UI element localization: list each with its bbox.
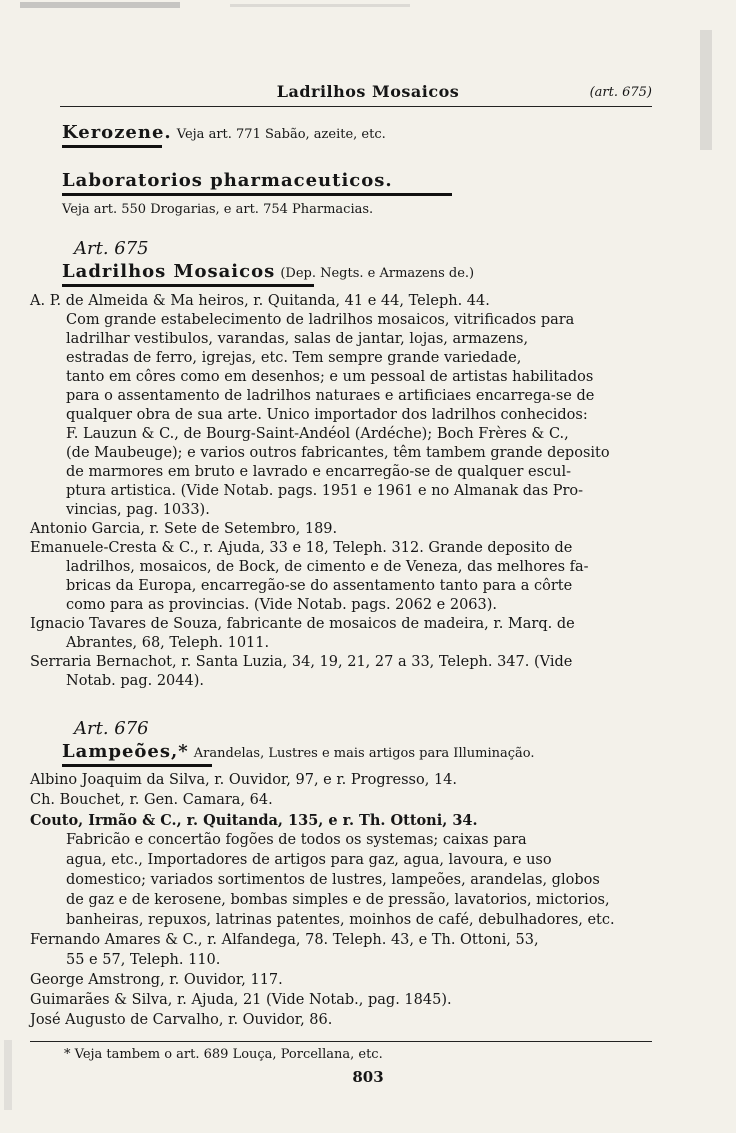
scan-noise-top: [20, 2, 180, 8]
entry-line: bricas da Europa, encarregão-se do assentamento tanto para a côrte: [66, 578, 573, 594]
header-rule: [60, 106, 652, 107]
entry-line: F. Lauzun & C., de Bourg-Saint-Andéol (Ardéche); Boch Frères & C.,: [66, 426, 569, 442]
entry-line: de gaz e de kerosene, bombas simples e de pressão, lavatorios, mictorios,: [66, 892, 610, 908]
entry-line: ladrilhos, mosaicos, de Bock, de cimento e de Veneza, das melhores fa-: [66, 559, 589, 575]
entry-line: agua, etc., Importadores de artigos para gaz, agua, lavoura, e uso: [66, 852, 552, 868]
entry-line: Abrantes, 68, Teleph. 1011.: [66, 635, 270, 651]
entry-line: José Augusto de Carvalho, r. Ouvidor, 86.: [30, 1012, 333, 1028]
scan-noise-top-2: [230, 4, 410, 7]
art-676-subheading: Arandelas, Lustres e mais artigos para Illuminação.: [193, 746, 535, 761]
entry-line: Emanuele-Cresta & C., r. Ajuda, 33 e 18, Teleph. 312. Grande deposito de: [30, 540, 573, 556]
laboratorios-heading: Laboratorios pharmaceuticos.: [62, 170, 393, 191]
entry-line: ladrilhar vestibulos, varandas, salas de jantar, lojas, armazens,: [66, 331, 529, 347]
scan-noise-left: [4, 1040, 12, 1110]
entry-line: Ignacio Tavares de Souza, fabricante de mosaicos de madeira, r. Marq. de: [30, 616, 575, 632]
art-675-heading: Ladrilhos Mosaicos: [62, 261, 276, 282]
page-number: 803: [352, 1068, 384, 1086]
art-676-heading: Lampeões,*: [62, 741, 189, 762]
entry-line: Ch. Bouchet, r. Gen. Camara, 64.: [30, 792, 273, 808]
laboratorios-rule: [62, 193, 452, 196]
entry-line: tanto em côres como em desenhos; e um pessoal de artistas habilitados: [66, 369, 594, 385]
running-header-title: Ladrilhos Mosaicos: [276, 82, 460, 101]
art-675-subheading: (Dep. Negts. e Armazens de.): [280, 266, 475, 281]
entry-line: ptura artistica. (Vide Notab. pags. 1951 e 1961 e no Almanak das Pro-: [66, 483, 584, 499]
running-header-art-ref: (art. 675): [589, 85, 652, 100]
entry-line: domestico; variados sortimentos de lustres, lampeões, arandelas, globos: [66, 872, 600, 888]
kerozene-text: Veja art. 771 Sabão, azeite, etc.: [176, 127, 386, 142]
footnote: * Veja tambem o art. 689 Louça, Porcellana, etc.: [64, 1047, 383, 1062]
entry-line: Fernando Amares & C., r. Alfandega, 78. Teleph. 43, e Th. Ottoni, 53,: [30, 932, 539, 948]
art-675-label: Art. 675: [74, 238, 149, 259]
laboratorios-text: Veja art. 550 Drogarias, e art. 754 Pharmacias.: [62, 202, 374, 217]
entry-line: vincias, pag. 1033).: [66, 502, 210, 518]
art-676-title: [62, 741, 535, 762]
entry-line: banheiras, repuxos, latrinas patentes, moinhos de café, debulhadores, etc.: [66, 912, 615, 928]
entry-line: Com grande estabelecimento de ladrilhos mosaicos, vitrificados para: [66, 312, 575, 328]
entry-line: Notab. pag. 2044).: [66, 673, 204, 689]
kerozene-heading: Kerozene.: [62, 122, 172, 143]
entry-line: Antonio Garcia, r. Sete de Setembro, 189.: [30, 521, 338, 537]
entry-line: Guimarães & Silva, r. Ajuda, 21 (Vide Notab., pag. 1845).: [30, 992, 452, 1008]
entry-line: para o assentamento de ladrilhos naturaes e artificiaes encarrega-se de: [66, 388, 595, 404]
art-675-rule: [62, 284, 314, 287]
art-675-title: [62, 261, 474, 282]
kerozene-entry: [62, 122, 386, 143]
entry-line: A. P. de Almeida & Ma heiros, r. Quitanda, 41 e 44, Teleph. 44.: [30, 293, 490, 309]
art-676-label: Art. 676: [74, 718, 149, 739]
entry-line: Fabricão e concertão fogões de todos os systemas; caixas para: [66, 832, 527, 848]
entry-line: como para as provincias. (Vide Notab. pags. 2062 e 2063).: [66, 597, 498, 613]
entry-line: (de Maubeuge); e varios outros fabricantes, têm tambem grande deposito: [66, 445, 610, 461]
art-676-rule: [62, 764, 212, 767]
kerozene-rule: [62, 145, 162, 148]
entry-line: 55 e 57, Teleph. 110.: [66, 952, 221, 968]
scan-noise-right: [700, 30, 712, 150]
entry-line: qualquer obra de sua arte. Unico importador dos ladrilhos conhecidos:: [66, 407, 588, 423]
entry-line: estradas de ferro, igrejas, etc. Tem sempre grande variedade,: [66, 350, 522, 366]
footnote-rule: [30, 1041, 652, 1042]
entry-line: Albino Joaquim da Silva, r. Ouvidor, 97, e r. Progresso, 14.: [30, 772, 458, 788]
entry-line: de marmores em bruto e lavrado e encarregão-se de qualquer escul-: [66, 464, 572, 480]
entry-line: George Amstrong, r. Ouvidor, 117.: [30, 972, 283, 988]
entry-line: Serraria Bernachot, r. Santa Luzia, 34, 19, 21, 27 a 33, Teleph. 347. (Vide: [30, 654, 573, 670]
entry-line: Couto, Irmão & C., r. Quitanda, 135, e r. Th. Ottoni, 34.: [30, 812, 478, 829]
